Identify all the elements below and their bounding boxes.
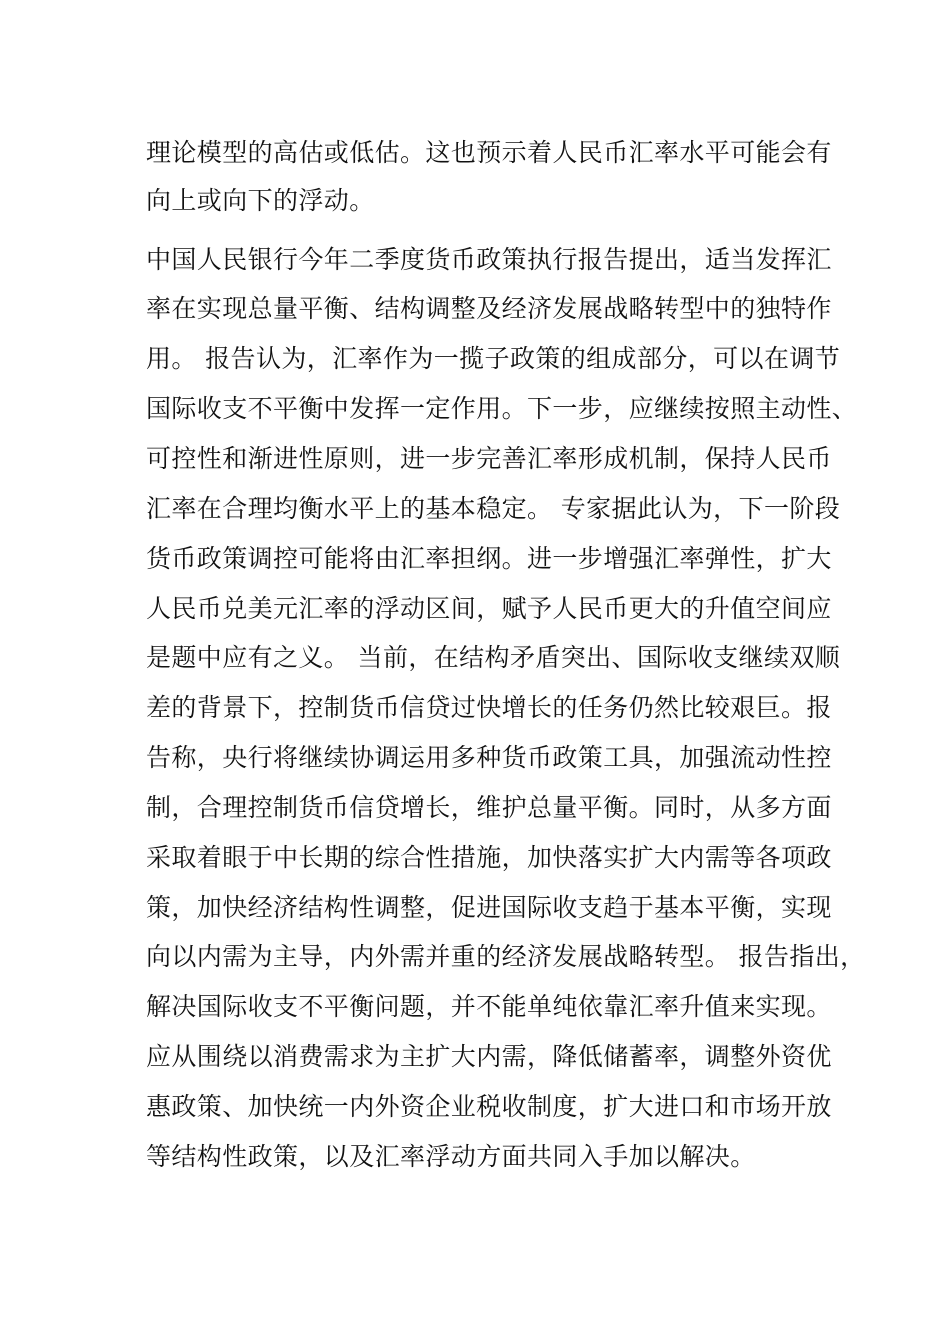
text-line: 解决国际收支不平衡问题，并不能单纯依靠汇率升值来实现。 <box>146 992 832 1021</box>
text-line: 可控性和渐进性原则，进一步完善汇率形成机制，保持人民币 <box>146 444 832 473</box>
text-line: 策，加快经济结构性调整，促进国际收支趋于基本平衡，实现 <box>146 893 832 922</box>
text-line: 汇率在合理均衡水平上的基本稳定。 专家据此认为，下一阶段 <box>146 494 841 523</box>
text-line: 惠政策、加快统一内外资企业税收制度，扩大进口和市场开放 <box>146 1092 832 1121</box>
text-line: 理论模型的高估或低估。这也预示着人民币汇率水平可能会有 <box>146 138 832 167</box>
text-line: 中国人民银行今年二季度货币政策执行报告提出，适当发挥汇 <box>146 245 832 274</box>
text-line: 等结构性政策，以及汇率浮动方面共同入手加以解决。 <box>146 1142 756 1171</box>
text-line: 人民币兑美元汇率的浮动区间，赋予人民币更大的升值空间应 <box>146 594 832 623</box>
text-line: 采取着眼于中长期的综合性措施，加快落实扩大内需等各项政 <box>146 843 832 872</box>
text-line: 货币政策调控可能将由汇率担纲。进一步增强汇率弹性，扩大 <box>146 544 832 573</box>
text-line: 率在实现总量平衡、结构调整及经济发展战略转型中的独特作 <box>146 294 832 323</box>
text-line: 制，合理控制货币信贷增长，维护总量平衡。同时，从多方面 <box>146 793 832 822</box>
text-line: 向以内需为主导，内外需并重的经济发展战略转型。 报告指出， <box>146 942 866 971</box>
text-line: 差的背景下，控制货币信贷过快增长的任务仍然比较艰巨。报 <box>146 693 832 722</box>
text-line: 应从围绕以消费需求为主扩大内需，降低储蓄率，调整外资优 <box>146 1042 832 1071</box>
text-line: 国际收支不平衡中发挥一定作用。下一步，应继续按照主动性、 <box>146 394 858 423</box>
text-line: 用。 报告认为，汇率作为一揽子政策的组成部分，可以在调节 <box>146 344 841 373</box>
text-line: 告称，央行将继续协调运用多种货币政策工具，加强流动性控 <box>146 743 832 772</box>
text-line: 是题中应有之义。 当前，在结构矛盾突出、国际收支继续双顺 <box>146 643 841 672</box>
text-line: 向上或向下的浮动。 <box>146 186 375 215</box>
